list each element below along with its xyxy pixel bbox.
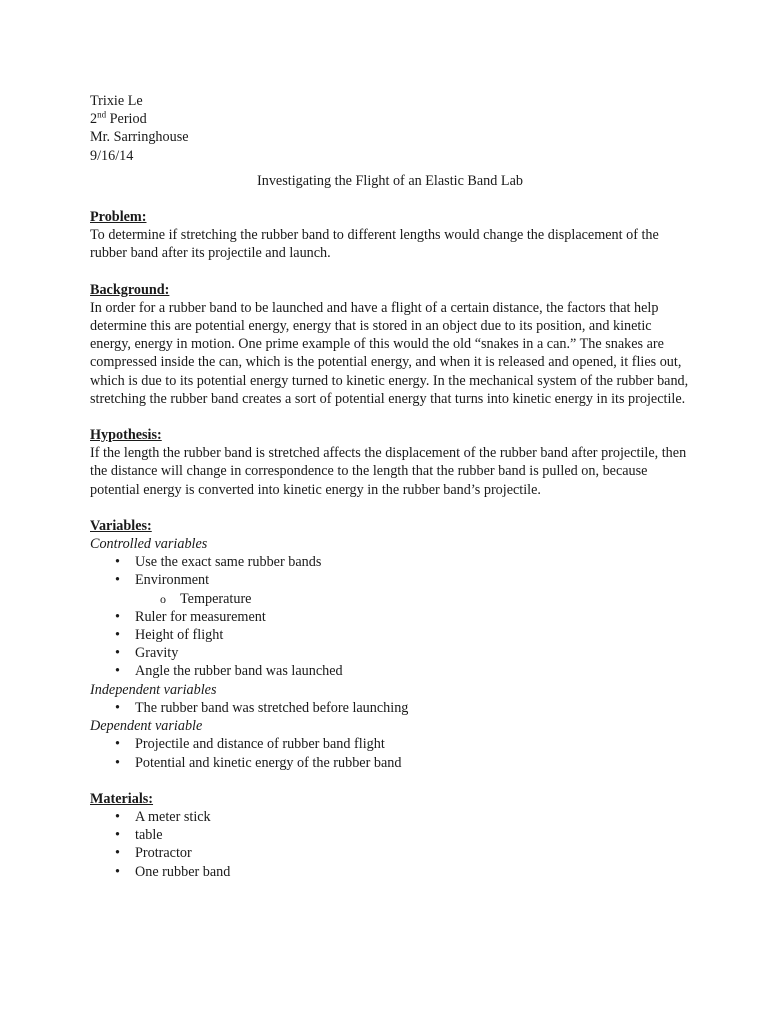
list-item-text: One rubber band	[135, 863, 231, 880]
hypothesis-section	[90, 426, 690, 499]
bullet-icon: •	[115, 845, 120, 862]
header-block	[90, 92, 690, 165]
list-item	[90, 553, 690, 571]
bullet-icon: •	[115, 754, 120, 771]
list-item-text: Projectile and distance of rubber band flight	[135, 736, 385, 753]
independent-variables-label: Independent variables	[90, 681, 217, 698]
list-item	[90, 662, 690, 680]
period-number: 2	[90, 111, 98, 128]
bullet-icon: •	[115, 645, 120, 662]
list-item-text: A meter stick	[135, 808, 211, 825]
problem-heading: Problem:	[90, 209, 147, 226]
period-label: Period	[109, 111, 147, 128]
problem-section	[90, 208, 690, 263]
list-item	[90, 844, 690, 862]
class-period	[90, 110, 690, 128]
bullet-icon: •	[115, 663, 120, 680]
sub-bullet-icon: o	[160, 591, 166, 606]
bullet-icon: •	[115, 808, 120, 825]
problem-text: To determine if stretching the rubber band to different lengths would change the displacement of the rubber band after its projectile and launch.	[90, 227, 659, 262]
list-item-text: Use the exact same rubber bands	[135, 554, 322, 571]
list-item-text: Environment	[135, 572, 210, 589]
bullet-icon: •	[115, 608, 120, 625]
list-item	[90, 863, 690, 881]
list-item-text: Gravity	[135, 645, 179, 662]
hypothesis-text: If the length the rubber band is stretched affects the displacement of the rubber band after projectile, then the distance will change in correspondence to the length that the rubber band is pulled on, because potential energy is converted into kinetic energy in the rubber band’s projectile.	[90, 445, 687, 498]
list-item-text: table	[135, 827, 163, 844]
list-item-text: Protractor	[135, 845, 192, 862]
controlled-variables-label: Controlled variables	[90, 536, 208, 553]
list-item-text: The rubber band was stretched before launching	[135, 699, 409, 716]
bullet-icon: •	[115, 863, 120, 880]
variables-section	[90, 517, 690, 772]
materials-section	[90, 790, 690, 881]
student-name: Trixie Le	[90, 93, 143, 109]
hypothesis-heading: Hypothesis:	[90, 427, 162, 444]
background-section	[90, 281, 690, 408]
bullet-icon: •	[115, 699, 120, 716]
dependent-variables-list	[90, 735, 690, 771]
independent-variables-list	[90, 699, 690, 717]
document-title: Investigating the Flight of an Elastic Band Lab	[257, 172, 523, 189]
report-date: 9/16/14	[90, 147, 134, 164]
list-item-text: Ruler for measurement	[135, 608, 266, 625]
list-item	[90, 626, 690, 644]
list-item	[90, 590, 690, 608]
materials-list	[90, 808, 690, 881]
list-item	[90, 808, 690, 826]
controlled-variables-list	[90, 553, 690, 680]
background-text: In order for a rubber band to be launched and have a flight of a certain distance, the factors that help determine this are potential energy, energy that is stored in an object due to its position, and kinetic energy, energy in motion. One prime example of this would the old “snakes in a can.” The snakes are compressed inside the can, which is the potential energy, and when it is released and opened, it flies out, which is due to its potential energy turned to kinetic energy. In the mechanical system of the rubber band, stretching the rubber band creates a sort of potential energy that turns into kinetic energy in its projectile.	[90, 299, 689, 407]
dependent-variable-label: Dependent variable	[90, 718, 203, 735]
background-heading: Background:	[90, 281, 170, 298]
list-item	[90, 735, 690, 753]
period-suffix: nd	[97, 109, 107, 120]
bullet-icon: •	[115, 827, 120, 844]
list-item	[90, 754, 690, 772]
list-item	[90, 699, 690, 717]
bullet-icon: •	[115, 627, 120, 644]
variables-heading: Variables:	[90, 517, 152, 534]
list-item	[90, 644, 690, 662]
bullet-icon: •	[115, 572, 120, 589]
teacher-name: Mr. Sarringhouse	[90, 129, 189, 146]
list-item-text: Potential and kinetic energy of the rubber band	[135, 754, 402, 771]
environment-sublist	[90, 590, 690, 608]
bullet-icon: •	[115, 554, 120, 571]
list-item	[90, 571, 690, 607]
document-page	[90, 92, 690, 881]
list-item-text: Height of flight	[135, 627, 224, 644]
list-item-text: Angle the rubber band was launched	[135, 663, 343, 680]
list-item	[90, 826, 690, 844]
list-item-text: Temperature	[180, 590, 252, 607]
list-item	[90, 608, 690, 626]
bullet-icon: •	[115, 736, 120, 753]
materials-heading: Materials:	[90, 790, 154, 807]
